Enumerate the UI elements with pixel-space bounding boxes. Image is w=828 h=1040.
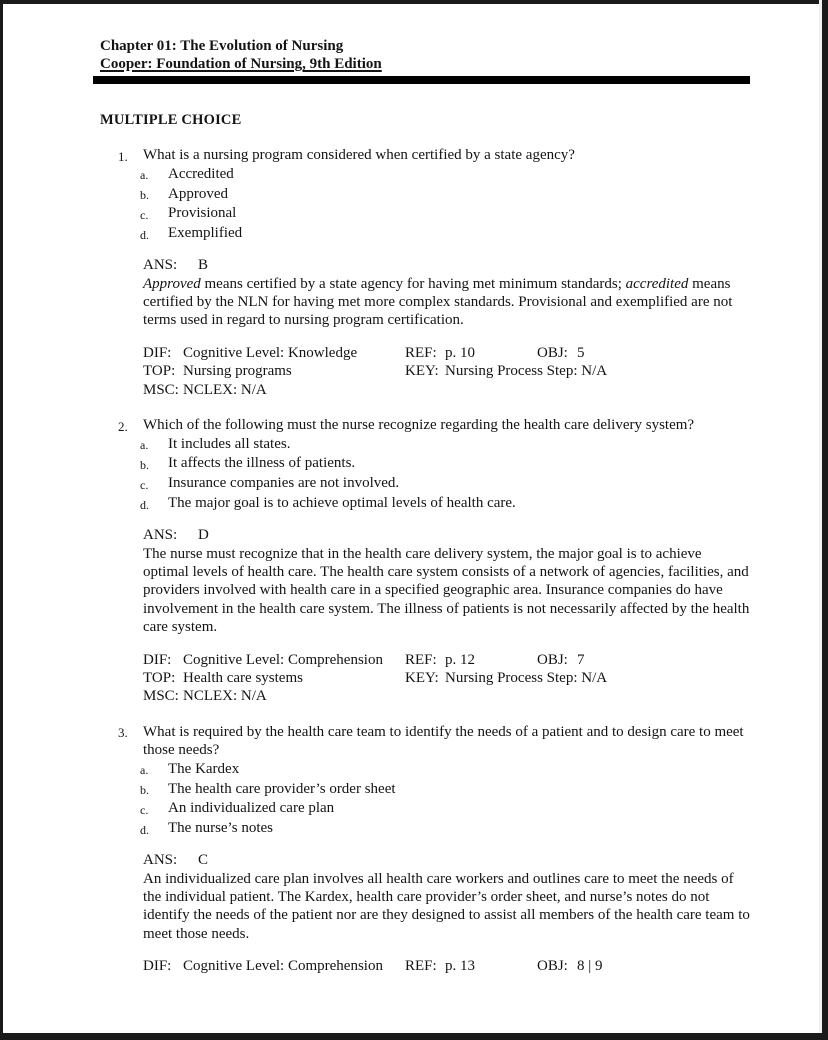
option-row bbox=[100, 780, 750, 800]
top-label: TOP: bbox=[143, 363, 176, 380]
option-letter: a. bbox=[140, 438, 149, 452]
dif-label: DIF: bbox=[143, 651, 172, 668]
ref-value: p. 10 bbox=[445, 344, 475, 361]
meta-row-dif bbox=[143, 651, 750, 669]
msc-value: NCLEX: N/A bbox=[183, 688, 267, 705]
ref-label: REF: bbox=[405, 958, 437, 975]
top-value: Nursing programs bbox=[183, 363, 292, 380]
option-text: Insurance companies are not involved. bbox=[168, 475, 400, 492]
meta-block bbox=[100, 651, 750, 706]
obj-value: 5 bbox=[577, 344, 585, 361]
question-number: 2. bbox=[118, 418, 128, 434]
answer-line bbox=[100, 256, 750, 274]
option-text: The health care provider’s order sheet bbox=[168, 780, 396, 797]
option-row bbox=[100, 819, 750, 839]
obj-label: OBJ: bbox=[537, 651, 568, 668]
option-row bbox=[100, 435, 750, 455]
option-row bbox=[100, 474, 750, 494]
chapter-title-text: Chapter 01: The Evolution of Nursing bbox=[100, 38, 344, 54]
frame-right-strip bbox=[822, 0, 828, 1040]
obj-value: 7 bbox=[577, 651, 585, 668]
obj-label: OBJ: bbox=[537, 958, 568, 975]
option-row bbox=[100, 204, 750, 224]
question-number: 3. bbox=[118, 725, 128, 741]
meta-row-top bbox=[143, 362, 750, 380]
option-row bbox=[100, 494, 750, 514]
answer-line bbox=[100, 526, 750, 544]
question-stem-row bbox=[100, 416, 750, 434]
chapter-title bbox=[100, 37, 750, 55]
answer-label: ANS: bbox=[143, 257, 178, 274]
options-list bbox=[100, 165, 750, 245]
msc-label: MSC: bbox=[143, 381, 179, 398]
option-letter: c. bbox=[140, 207, 149, 222]
answer-value: B bbox=[198, 257, 209, 274]
meta-row-dif bbox=[143, 344, 750, 362]
msc-label: MSC: bbox=[143, 688, 179, 705]
rationale-text: The nurse must recognize that in the health care delivery system, the major goal is to achieve optimal levels of health care. The health care system consists of a network of agencies, facilities, and providers involved with health care in a specified geographic area. Insurance companies do have involvement in the health care system. The illness of patients is not necessarily affected by the health care system. bbox=[143, 545, 750, 636]
question-stem: Which of the following must the nurse recognize regarding the health care delivery system? bbox=[143, 417, 695, 434]
option-row bbox=[100, 224, 750, 244]
option-text: The major goal is to achieve optimal levels of health care. bbox=[168, 495, 516, 512]
msc-value: NCLEX: N/A bbox=[183, 381, 267, 398]
option-letter: c. bbox=[140, 802, 149, 817]
key-value: Nursing Process Step: N/A bbox=[445, 363, 608, 380]
key-label: KEY: bbox=[405, 669, 439, 686]
dif-value: Cognitive Level: Comprehension bbox=[183, 958, 383, 975]
option-text: An individualized care plan bbox=[168, 800, 335, 817]
ref-label: REF: bbox=[405, 651, 437, 668]
option-row bbox=[100, 454, 750, 474]
option-letter: d. bbox=[140, 822, 149, 837]
dif-value: Cognitive Level: Knowledge bbox=[183, 344, 358, 361]
option-letter: d. bbox=[140, 227, 149, 242]
answer-value: C bbox=[198, 852, 209, 869]
obj-label: OBJ: bbox=[537, 344, 568, 361]
meta-row-msc bbox=[143, 687, 750, 705]
edition-subtitle bbox=[100, 55, 750, 73]
ref-value: p. 13 bbox=[445, 958, 475, 975]
option-text: It affects the illness of patients. bbox=[168, 455, 356, 472]
option-letter: a. bbox=[140, 763, 149, 778]
option-row bbox=[100, 799, 750, 819]
question-stem: What is a nursing program considered when certified by a state agency? bbox=[143, 147, 575, 164]
frame-left-strip bbox=[0, 0, 3, 1040]
answer-label: ANS: bbox=[143, 527, 178, 544]
header-rule bbox=[93, 76, 750, 84]
option-letter: a. bbox=[140, 168, 149, 183]
dif-value: Cognitive Level: Comprehension bbox=[183, 651, 383, 668]
option-text: The Kardex bbox=[168, 760, 240, 777]
rationale-text: An individualized care plan involves all health care workers and outlines care to meet the needs of the individual patient. The Kardex, health care provider’s order sheet, and nurse’s notes do not identify the needs of the patient nor are they designed to assist all members of the health care team to meet those needs. bbox=[143, 870, 750, 942]
option-text: It includes all states. bbox=[168, 435, 291, 452]
meta-block bbox=[100, 957, 750, 975]
question-stem: What is required by the health care team to identify the needs of a patient and to design care to meet those needs? bbox=[143, 723, 744, 759]
options-list bbox=[100, 760, 750, 840]
options-list bbox=[100, 435, 750, 515]
ref-label: REF: bbox=[405, 344, 437, 361]
obj-value: 8 | 9 bbox=[577, 958, 603, 975]
frame-bottom-strip bbox=[0, 1033, 828, 1040]
rationale-text: Approved means certified by a state agency for having met minimum standards; accredited means certified by the NLN for having met more complex standards. Provisional and exemplified are not terms used in regard to nursing program certification. bbox=[143, 275, 733, 329]
meta-row-msc bbox=[143, 381, 750, 399]
edition-subtitle-text: Cooper: Foundation of Nursing, 9th Edition bbox=[100, 56, 382, 73]
option-text: Provisional bbox=[168, 205, 237, 222]
option-row bbox=[100, 165, 750, 185]
question-block-3 bbox=[100, 723, 750, 976]
question-block-2 bbox=[100, 416, 750, 706]
option-text: Accredited bbox=[168, 165, 234, 182]
option-letter: b. bbox=[140, 457, 149, 472]
frame-top-strip bbox=[0, 0, 828, 4]
meta-block bbox=[100, 344, 750, 399]
question-block-1 bbox=[100, 146, 750, 399]
answer-label: ANS: bbox=[143, 852, 178, 869]
dif-label: DIF: bbox=[143, 958, 172, 975]
option-text: Approved bbox=[168, 185, 228, 202]
key-label: KEY: bbox=[405, 363, 439, 380]
meta-row-dif bbox=[143, 957, 750, 975]
option-text: The nurse’s notes bbox=[168, 820, 273, 837]
option-row bbox=[100, 185, 750, 205]
top-value: Health care systems bbox=[183, 669, 303, 686]
key-value: Nursing Process Step: N/A bbox=[445, 669, 608, 686]
top-label: TOP: bbox=[143, 669, 176, 686]
option-letter: b. bbox=[140, 783, 149, 797]
option-text: Exemplified bbox=[168, 225, 243, 242]
dif-label: DIF: bbox=[143, 344, 172, 361]
meta-row-top bbox=[143, 669, 750, 687]
ref-value: p. 12 bbox=[445, 651, 475, 668]
question-number: 1. bbox=[118, 148, 128, 164]
option-letter: b. bbox=[140, 188, 149, 203]
answer-value: D bbox=[198, 527, 209, 544]
option-letter: c. bbox=[140, 477, 149, 492]
answer-line bbox=[100, 851, 750, 869]
question-stem-row bbox=[100, 146, 750, 164]
question-stem-row bbox=[100, 723, 750, 760]
option-row bbox=[100, 760, 750, 780]
section-heading: MULTIPLE CHOICE bbox=[100, 111, 242, 128]
page-content bbox=[100, 37, 750, 976]
option-letter: d. bbox=[140, 497, 149, 512]
